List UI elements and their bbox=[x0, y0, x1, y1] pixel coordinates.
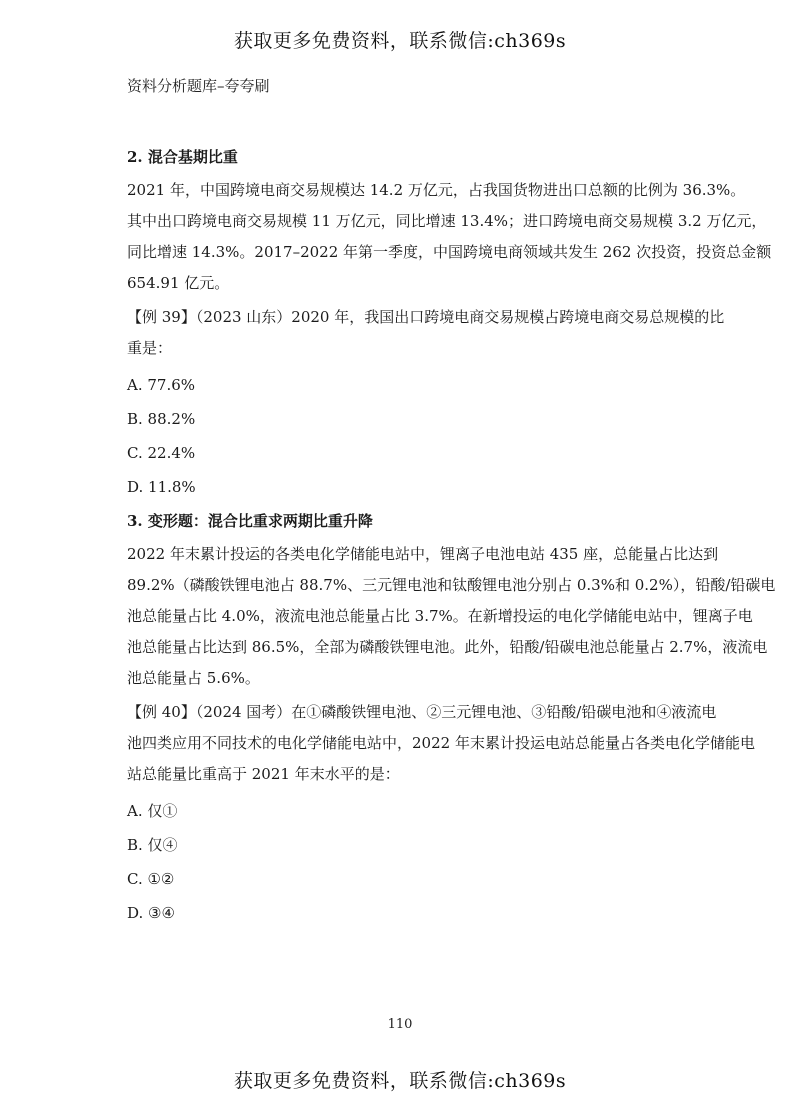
option-a: A. 77.6% bbox=[127, 376, 196, 394]
paragraph-line: 池总能量占 5.6%。 bbox=[127, 669, 260, 687]
section-3-paragraph bbox=[127, 539, 776, 694]
option-d: D. 11.8% bbox=[127, 478, 196, 496]
example-39 bbox=[127, 302, 725, 364]
paragraph-line: 654.91 亿元。 bbox=[127, 274, 230, 292]
option-b: B. 仅④ bbox=[127, 836, 178, 854]
option-d: D. ③④ bbox=[127, 904, 175, 922]
running-header: 资料分析题库–夸夸刷 bbox=[127, 77, 270, 95]
page-number: 110 bbox=[387, 1017, 413, 1032]
paragraph-line: 2021 年，中国跨境电商交易规模达 14.2 万亿元，占我国货物进出口总额的比例为 36.3%。 bbox=[127, 181, 746, 199]
promo-banner-bottom: 获取更多免费资料，联系微信:ch369s bbox=[233, 1070, 567, 1092]
paragraph-line: 同比增速 14.3%。2017–2022 年第一季度，中国跨境电商领域共发生 262 次投资，投资总金额 bbox=[127, 243, 772, 261]
example-line: 【例 39】（2023 山东）2020 年，我国出口跨境电商交易规模占跨境电商交易总规模的比 bbox=[127, 308, 725, 326]
paragraph-line: 池总能量占比 4.0%，液流电池总能量占比 3.7%。在新增投运的电化学储能电站中，锂离子电 bbox=[127, 607, 753, 625]
section-title-2: 2. 混合基期比重 bbox=[127, 148, 238, 166]
example-line: 【例 40】（2024 国考）在①磷酸铁锂电池、②三元锂电池、③铅酸/铅碳电池和④液流电 bbox=[127, 703, 717, 721]
paragraph-line: 其中出口跨境电商交易规模 11 万亿元，同比增速 13.4%；进口跨境电商交易规模 3.2 万亿元， bbox=[127, 212, 767, 230]
option-c: C. ①② bbox=[127, 870, 175, 888]
example-line: 站总能量比重高于 2021 年末水平的是： bbox=[127, 765, 400, 783]
example-line: 重是： bbox=[127, 339, 173, 357]
section-title-3: 3. 变形题：混合比重求两期比重升降 bbox=[127, 512, 373, 530]
option-a: A. 仅① bbox=[127, 802, 178, 820]
example-39-options bbox=[127, 368, 687, 504]
section-2-paragraph bbox=[127, 175, 772, 299]
option-c: C. 22.4% bbox=[127, 444, 196, 462]
example-40-options bbox=[127, 794, 687, 930]
option-b: B. 88.2% bbox=[127, 410, 196, 428]
paragraph-line: 池总能量占比达到 86.5%，全部为磷酸铁锂电池。此外，铅酸/铅碳电池总能量占 2.7%，液流电 bbox=[127, 638, 768, 656]
paragraph-line: 2022 年末累计投运的各类电化学储能电站中，锂离子电池电站 435 座，总能量占比达到 bbox=[127, 545, 719, 563]
promo-banner-top: 获取更多免费资料，联系微信:ch369s bbox=[233, 30, 567, 52]
example-line: 池四类应用不同技术的电化学储能电站中，2022 年末累计投运电站总能量占各类电化学储能电 bbox=[127, 734, 755, 752]
page-content bbox=[127, 140, 776, 930]
example-40 bbox=[127, 697, 755, 790]
paragraph-line: 89.2%（磷酸铁锂电池占 88.7%、三元锂电池和钛酸锂电池分别占 0.3%和 0.2%），铅酸/铅碳电 bbox=[127, 576, 776, 594]
